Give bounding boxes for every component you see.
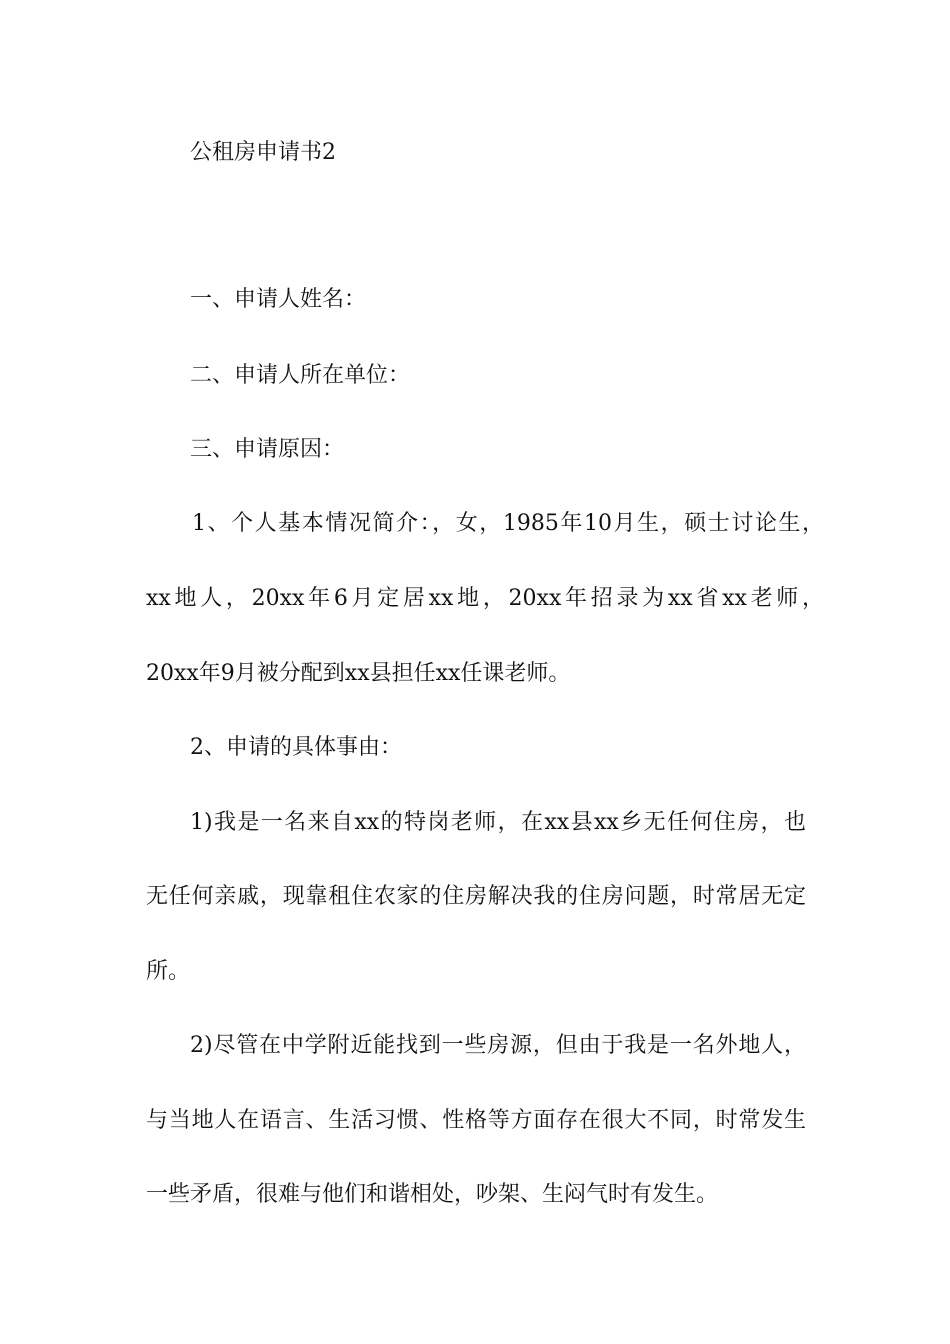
item2-heading: 2、申请的具体事由： <box>190 735 402 760</box>
item2-point2-line-3: 一些矛盾，很难与他们和谐相处，吵架、生闷气时有发生。 <box>146 1182 719 1207</box>
item2-point2-line-1: 2)尽管在中学附近能找到一些房源，但由于我是一名外地人， <box>190 1033 806 1058</box>
item2-point2-line-2: 与当地人在语言、生活习惯、性格等方面存在很大不同，时常发生 <box>146 1108 806 1133</box>
document-title: 公租房申请书2 <box>190 140 336 165</box>
item1-line-3: 20xx年9月被分配到xx县担任xx任课老师。 <box>146 661 571 686</box>
item1-line-1: 1、个人基本情况简介：，女，1985年10月生，硕士讨论生， <box>192 511 824 536</box>
section-applicant-name: 一、申请人姓名： <box>190 287 367 312</box>
item1-line-2: xx地人，20xx年6月定居xx地，20xx年招录为xx省xx老师， <box>146 586 824 611</box>
section-application-reason: 三、申请原因： <box>190 437 345 462</box>
item2-point1-line-2: 无任何亲戚，现靠租住农家的住房解决我的住房问题，时常居无定 <box>146 884 806 909</box>
section-applicant-unit: 二、申请人所在单位： <box>190 363 411 388</box>
item2-point1-line-3: 所。 <box>146 959 191 984</box>
item2-point1-line-1: 1)我是一名来自xx的特岗老师，在xx县xx乡无任何住房，也 <box>190 810 806 835</box>
